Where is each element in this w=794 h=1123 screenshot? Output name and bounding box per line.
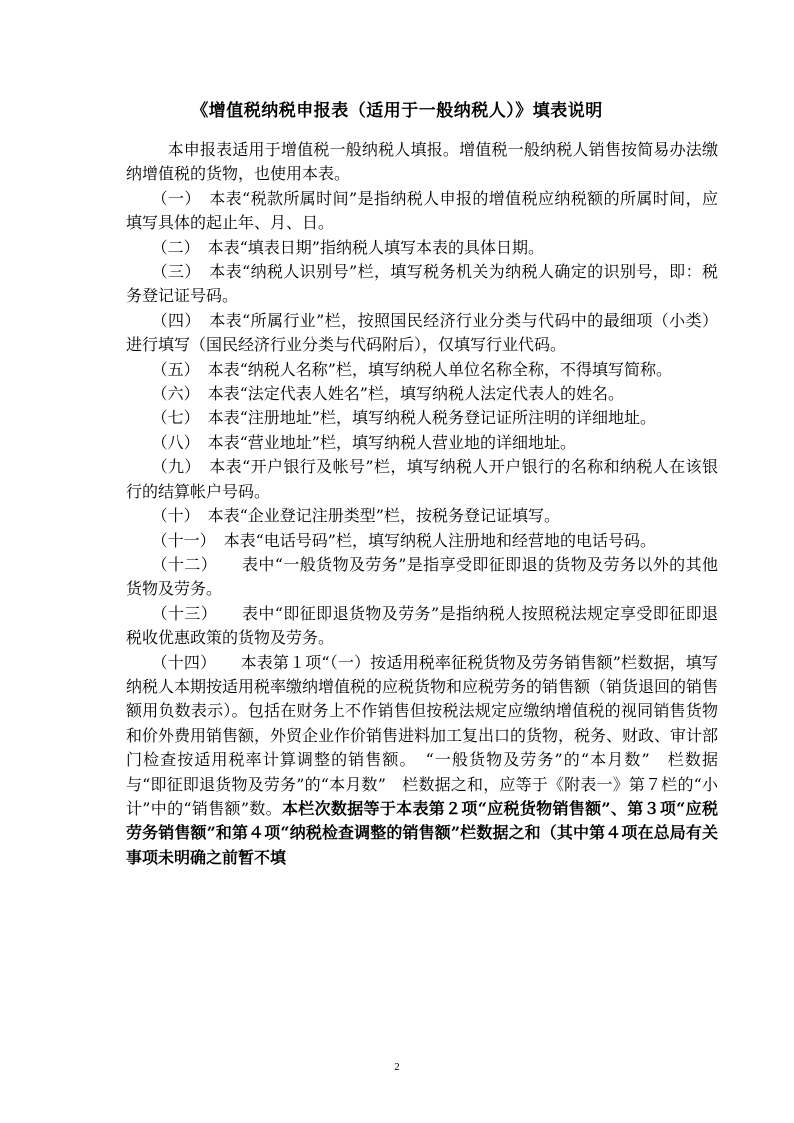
paragraph-item-14-text: （十四） 本表第１项“（一）按适用税率征税货物及劳务销售额”栏数据，填写纳税人本期按适用税率缴纳增值税的应税货物和应税劳务的销售额（销货退回的销售额用负数表示）。包括在财务上不作销售但按税法规定应缴纳增值税的视同销售货物和价外费用销售额，外贸企业作价销售进料加工复出口的货物，税务、财政、审计部门检查按适用税率计算调整的销售额。 “一般货物及劳务”的“本月数” 栏数据与“即征即退货物及劳务”的“本月数” 栏数据之和，应等于《附表一》第７栏的“小计”中的“销售额”数。 bbox=[126, 652, 719, 818]
paragraph-item-2: （二） 本表“填表日期”指纳税人填写本表的具体日期。 bbox=[151, 237, 544, 257]
intro-paragraph: 本申报表适用于增值税一般纳税人填报。增值税一般纳税人销售按简易办法缴纳增值税的货物，也使用本表。 bbox=[126, 140, 718, 184]
paragraph-item-11: （十一） 本表“电话号码”栏，填写纳税人注册地和经营地的电话号码。 bbox=[151, 530, 656, 550]
page-number: 2 bbox=[394, 1061, 400, 1073]
paragraph-item-7: （七） 本表“注册地址”栏，填写纳税人税务登记证所注明的详细地址。 bbox=[151, 408, 656, 428]
paragraph-item-10: （十） 本表“企业登记注册类型”栏，按税务登记证填写。 bbox=[151, 506, 560, 526]
paragraph-item-14-bold-text: 本栏次数据等于本表第２项“应税货物销售额”、第３项“应税劳务销售额”和第４项“纳税检查调整的销售额”栏数据之和（其中第４项在总局有关事项未明确之前暂不填 bbox=[126, 798, 718, 867]
page-title: 《增值税纳税申报表（适用于一般纳税人）》填表说明 bbox=[191, 101, 603, 121]
paragraph-item-5: （五） 本表“纳税人名称”栏，填写纳税人单位名称全称，不得填写简称。 bbox=[151, 359, 672, 379]
paragraph-item-3: （三） 本表“纳税人识别号”栏，填写税务机关为纳税人确定的识别号，即：税务登记证号码。 bbox=[126, 262, 718, 306]
paragraph-item-12: （十二） 表中“一般货物及劳务”是指享受即征即退的货物及劳务以外的其他货物及劳务。 bbox=[126, 554, 718, 599]
paragraph-item-1: （一） 本表“税款所属时间”是指纳税人申报的增值税应纳税额的所属时间，应填写具体的起止年、月、日。 bbox=[126, 188, 718, 233]
paragraph-item-13: （十三） 表中“即征即退货物及劳务”是指纳税人按照税法规定享受即征即退税收优惠政策的货物及劳务。 bbox=[126, 603, 718, 648]
paragraph-item-6: （六） 本表“法定代表人姓名”栏，填写纳税人法定代表人的姓名。 bbox=[151, 384, 624, 404]
document-body bbox=[126, 138, 718, 870]
paragraph-item-8: （八） 本表“营业地址”栏，填写纳税人营业地的详细地址。 bbox=[151, 432, 576, 452]
paragraph-item-14 bbox=[126, 651, 718, 871]
paragraph-item-9: （九） 本表“开户银行及帐号”栏，填写纳税人开户银行的名称和纳税人在该银行的结算帐户号码。 bbox=[126, 457, 718, 501]
paragraph-item-4: （四） 本表“所属行业”栏，按照国民经济行业分类与代码中的最细项（小类）进行填写（国民经济行业分类与代码附后），仅填写行业代码。 bbox=[126, 310, 718, 355]
